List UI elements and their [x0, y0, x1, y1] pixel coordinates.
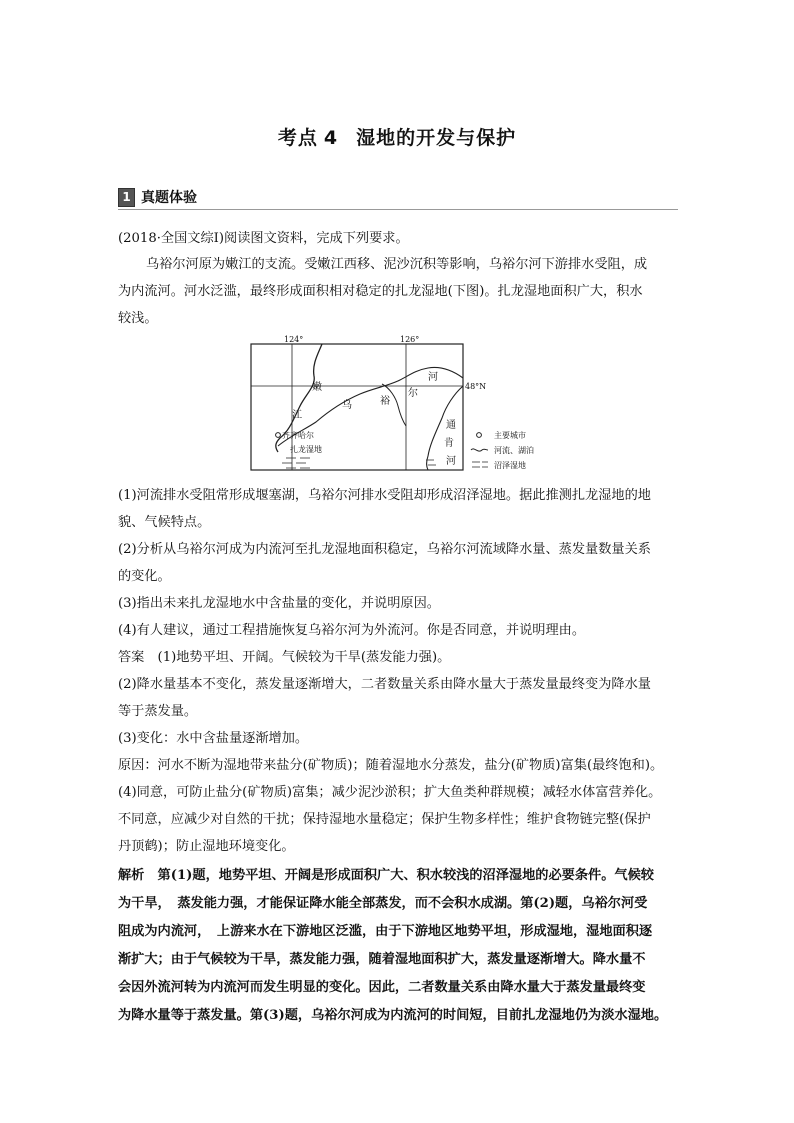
answer-2-line-1: (2)降水量基本不变化，蒸发量逐渐增大，二者数量关系由降水量大于蒸发量最终变为降水量 [118, 677, 651, 692]
analysis-line-6: 为降水量等于蒸发量。第(3)题，乌裕尔河成为内流河的时间短，目前扎龙湿地仍为淡水湿地。 [118, 1008, 668, 1023]
legend-city: 主要城市 [494, 431, 526, 440]
zhalong-wetland-map [250, 334, 550, 474]
map-char-ken: 肯 [444, 438, 454, 449]
map-char-tong: 通 [446, 420, 456, 431]
question-2-line-2: 的变化。 [118, 569, 171, 584]
legend-river: 河流、湖泊 [494, 446, 534, 455]
analysis-line-5: 会因外流河转为内流河而发生明显的变化。因此，二者数量关系由降水量大于蒸发量最终变 [118, 980, 646, 995]
answer-3-reason: 原因：河水不断为湿地带来盐分(矿物质)；随着湿地水分蒸发，盐分(矿物质)富集(最终饱和)。 [118, 758, 664, 773]
question-4: (4)有人建议，通过工程措施恢复乌裕尔河为外流河。你是否同意，并说明理由。 [118, 623, 586, 638]
wetland-label: 扎龙湿地 [290, 445, 322, 454]
analysis-line-2: 为干旱， 蒸发能力强，才能保证降水能全部蒸发，而不会积水成湖。第(2)题，乌裕尔河受 [118, 896, 648, 911]
material-line-2: 为内流河。河水泛滥，最终形成面积相对稳定的扎龙湿地(下图)。扎龙湿地面积广大，积水 [118, 284, 643, 299]
answer-4-line-1: (4)同意，可防止盐分(矿物质)富集；减少泥沙淤积；扩大鱼类种群规模；减轻水体富营养化。 [118, 785, 662, 800]
map-char-he1: 河 [428, 372, 438, 383]
city-marker [276, 433, 281, 438]
map-frame [251, 344, 463, 470]
answer-1: 答案 (1)地势平坦、开阔。气候较为干旱(蒸发能力强)。 [118, 650, 451, 665]
material-line-1: 乌裕尔河原为嫩江的支流。受嫩江西移、泥沙沉积等影响，乌裕尔河下游排水受阻，成 [146, 257, 648, 272]
lat-label: 48°N [465, 382, 487, 391]
section-label: 真题体验 [141, 190, 197, 206]
map-char-he2: 河 [446, 456, 456, 467]
analysis-line-3: 阻成为内流河， 上游来水在下游地区泛滥，由于下游地区地势平坦，形成湿地，湿地面积逐 [118, 924, 653, 939]
tongken-river [427, 386, 464, 470]
wetland-symbol [282, 458, 436, 468]
legend-wetland: 沼泽湿地 [494, 461, 526, 470]
question-2-line-1: (2)分析从乌裕尔河成为内流河至扎龙湿地面积稳定，乌裕尔河流域降水量、蒸发量数量关系 [118, 542, 651, 557]
question-1-line-2: 貌、气候特点。 [118, 515, 211, 530]
map-char-nen: 嫩 [312, 382, 322, 393]
question-source: (2018·全国文综Ⅰ)阅读图文资料，完成下列要求。 [118, 231, 409, 246]
city-label: 齐齐哈尔 [282, 431, 314, 440]
map-char-er: 尔 [408, 388, 418, 399]
page-title [0, 123, 794, 150]
title-text: 湿地的开发与保护 [356, 127, 517, 149]
section-divider [118, 209, 678, 210]
legend-city-icon [477, 433, 482, 438]
section-number-box: 1 [118, 188, 135, 207]
lon-label-right: 126° [400, 335, 420, 344]
map-char-yu: 裕 [380, 396, 390, 407]
title-prefix: 考点 [277, 127, 318, 149]
section-heading [118, 186, 197, 208]
lon-label-left: 124° [284, 335, 304, 344]
map-char-wu: 乌 [342, 400, 352, 411]
title-number: 4 [323, 127, 339, 149]
analysis-line-1: 解析 第(1)题，地势平坦、开阔是形成面积广大、积水较浅的沼泽湿地的必要条件。气候较 [118, 868, 654, 883]
question-1-line-1: (1)河流排水受阻常形成堰塞湖，乌裕尔河排水受阻却形成沼泽湿地。据此推测扎龙湿地的地 [118, 488, 651, 503]
analysis-line-4: 渐扩大；由于气候较为干旱，蒸发能力强，随着湿地面积扩大，蒸发量逐渐增大。降水量不 [118, 952, 646, 967]
answer-4-line-3: 丹顶鹤)；防止湿地环境变化。 [118, 839, 295, 854]
map-char-jiang: 江 [292, 410, 302, 421]
legend-river-icon [471, 449, 488, 451]
question-3: (3)指出未来扎龙湿地水中含盐量的变化，并说明原因。 [118, 596, 440, 611]
answer-2-line-2: 等于蒸发量。 [118, 704, 198, 719]
legend-wetland-icon [472, 462, 488, 467]
answer-4-line-2: 不同意，应减少对自然的干扰；保持湿地水量稳定；保护生物多样性；维护食物链完整(保护 [118, 812, 651, 827]
answer-3-change: (3)变化：水中含盐量逐渐增加。 [118, 731, 309, 746]
material-line-3: 较浅。 [118, 311, 158, 326]
